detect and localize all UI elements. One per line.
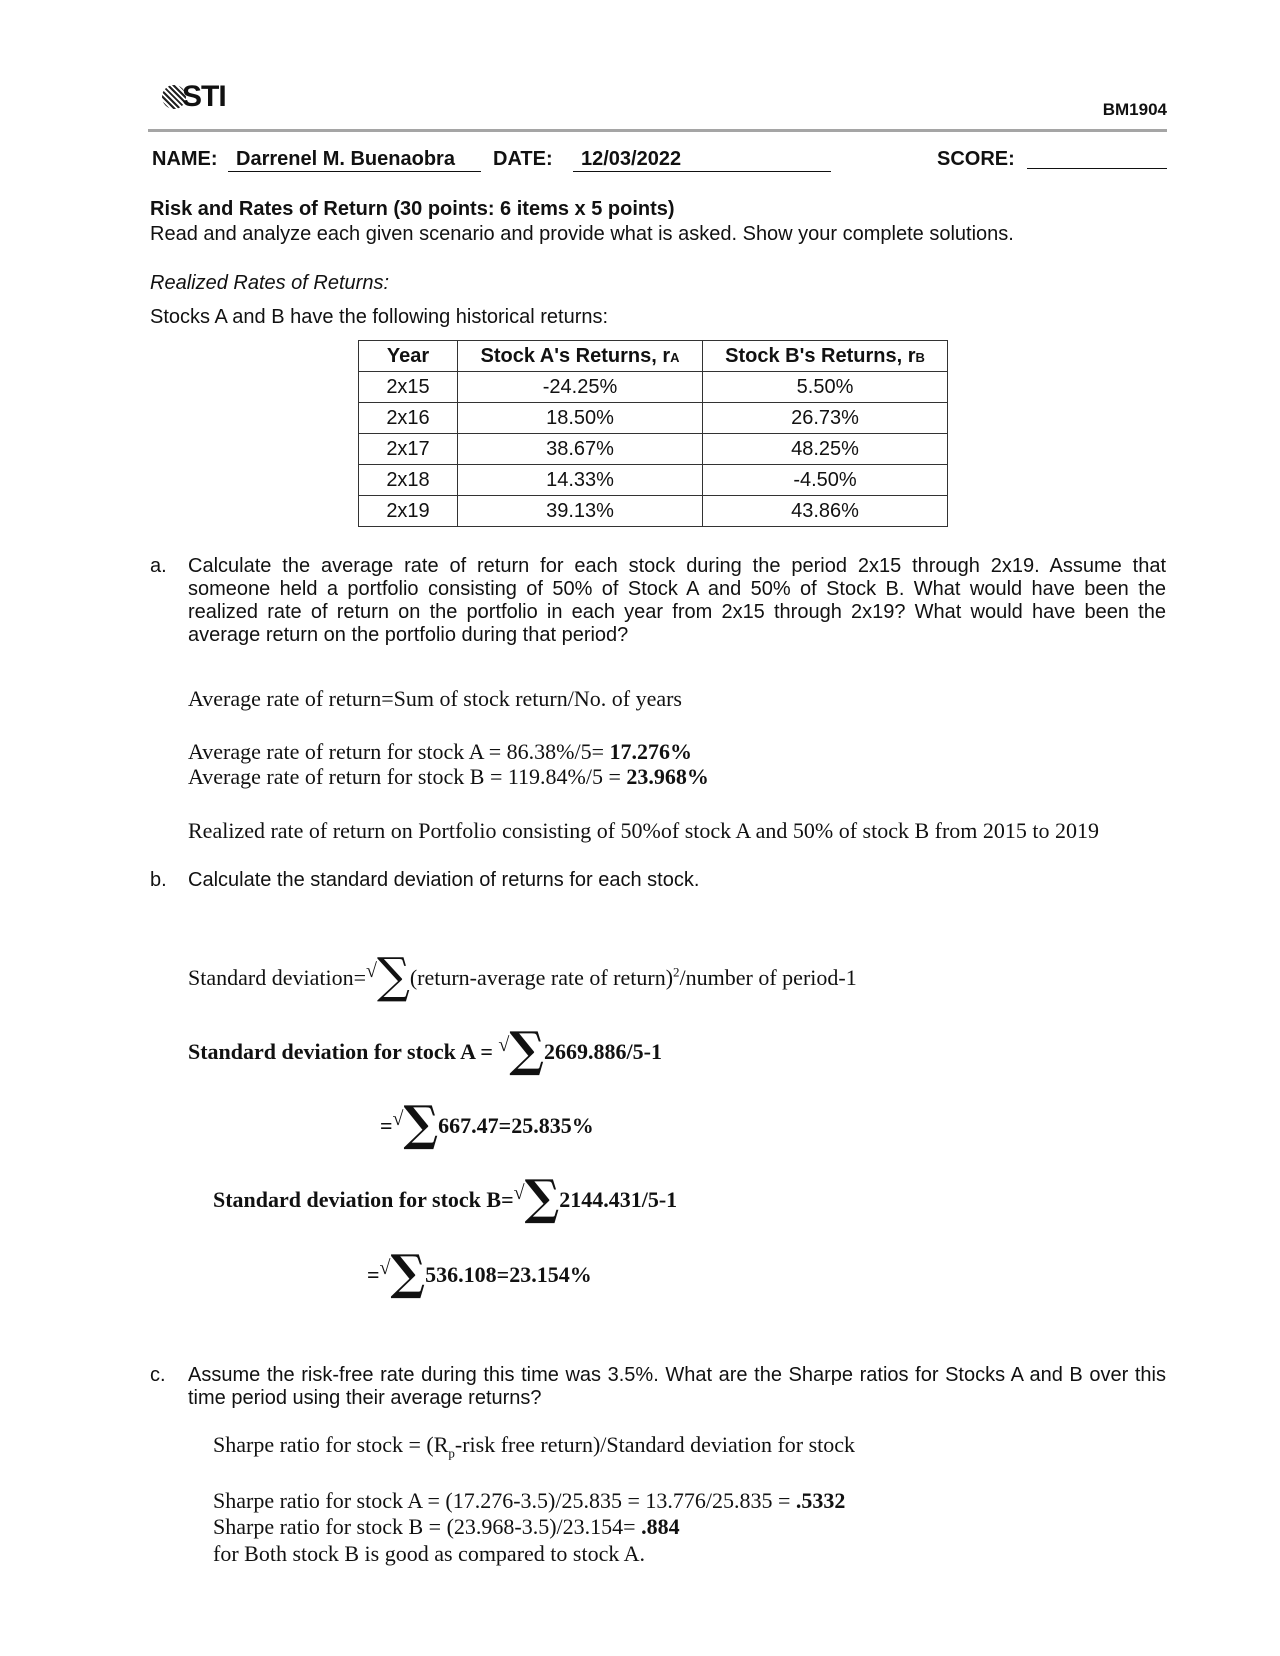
instructions: Read and analyze each given scenario and provide what is asked. Show your complete solutions. [150, 223, 1014, 245]
sigma-icon: ∑ [509, 1020, 545, 1078]
score-label: SCORE: [937, 148, 1015, 170]
sharpe-formula: Sharpe ratio for stock = ($R_p$-risk free return)/Standard deviation for stock [213, 1432, 856, 1461]
radical-icon: √ [498, 1034, 510, 1056]
radical-icon: √ [379, 1257, 391, 1279]
section-heading: Realized Rates of Returns: [150, 272, 390, 294]
sd-stock-a-result: =√∑667.47=25.835% [380, 1094, 594, 1152]
table-row: 2x16 18.50% 26.73% [359, 403, 948, 434]
table-header-row [359, 341, 948, 372]
sigma-icon: ∑ [390, 1243, 426, 1301]
sharpe-stock-a: Sharpe ratio for stock A = (17.276-3.5)/25.835 = 13.776/25.835 = .5332 [213, 1488, 846, 1513]
score-field[interactable] [1027, 148, 1167, 169]
radical-icon: √ [513, 1182, 525, 1204]
intro-text: Stocks A and B have the following historical returns: [150, 306, 609, 328]
sd-stock-a: Standard deviation for stock A = √∑2669.886/5-1 [188, 1020, 662, 1078]
header-divider [148, 129, 1167, 132]
table-row: 2x15 -24.25% 5.50% [359, 372, 948, 403]
portfolio-note: Realized rate of return on Portfolio consisting of 50%of stock A and 50% of stock B from 2015 to 2019 [188, 818, 1100, 843]
sd-formula: Standard deviation=√∑(return-average rate of return)$^2$/number of period-1 [188, 946, 857, 1004]
sd-stock-b-result: =√∑536.108=23.154% [367, 1243, 592, 1301]
table-row: 2x18 14.33% -4.50% [359, 465, 948, 496]
sd-stock-b: Standard deviation for stock B=√∑2144.431/5-1 [213, 1168, 678, 1226]
conclusion: for Both stock B is good as compared to stock A. [213, 1541, 646, 1566]
sigma-icon: ∑ [524, 1168, 560, 1226]
date-label: DATE: [493, 148, 553, 170]
date-field[interactable]: 12/03/2022 [573, 148, 831, 172]
question-c: c. Assume the risk-free rate during this time was 3.5%. What are the Sharpe ratios for Stocks A and B over this time period using their average returns? [150, 1364, 1166, 1409]
avg-stock-b: Average rate of return for stock B = 119.84%/5 = 23.968% [188, 764, 709, 789]
sharpe-stock-b: Sharpe ratio for stock B = (23.968-3.5)/23.154= .884 [213, 1514, 680, 1539]
question-a: a. Calculate the average rate of return for each stock during the period 2x15 through 2x19. Assume that someone held a portfolio consisting of 50% of Stock A and 50% of Stock B. What would have been the realized rate of return on the portfolio in each year from 2x15 through 2x19? What would have been the average return on the portfolio during that period? [150, 555, 1166, 646]
radical-icon: √ [392, 1108, 404, 1130]
name-label: NAME: [152, 148, 218, 170]
col-stock-b: Stock B's Returns, rB [703, 341, 948, 372]
course-code: BM1904 [1102, 100, 1167, 119]
sigma-icon: ∑ [376, 946, 410, 1004]
table-row: 2x17 38.67% 48.25% [359, 434, 948, 465]
radical-icon: √ [365, 960, 377, 982]
avg-stock-a: Average rate of return for stock A = 86.38%/5= 17.276% [188, 739, 693, 764]
activity-title: Risk and Rates of Return (30 points: 6 items x 5 points) [150, 198, 675, 220]
col-stock-a: Stock A's Returns, rA [458, 341, 703, 372]
table-row: 2x19 39.13% 43.86% [359, 496, 948, 527]
col-year: Year [359, 341, 458, 372]
question-b: b. Calculate the standard deviation of returns for each stock. [150, 869, 700, 891]
avg-formula: Average rate of return=Sum of stock return/No. of years [188, 686, 682, 711]
name-field[interactable]: Darrenel M. Buenaobra [228, 148, 481, 172]
sti-logo: STI [162, 80, 226, 114]
sigma-icon: ∑ [403, 1094, 439, 1152]
returns-table [358, 340, 948, 527]
